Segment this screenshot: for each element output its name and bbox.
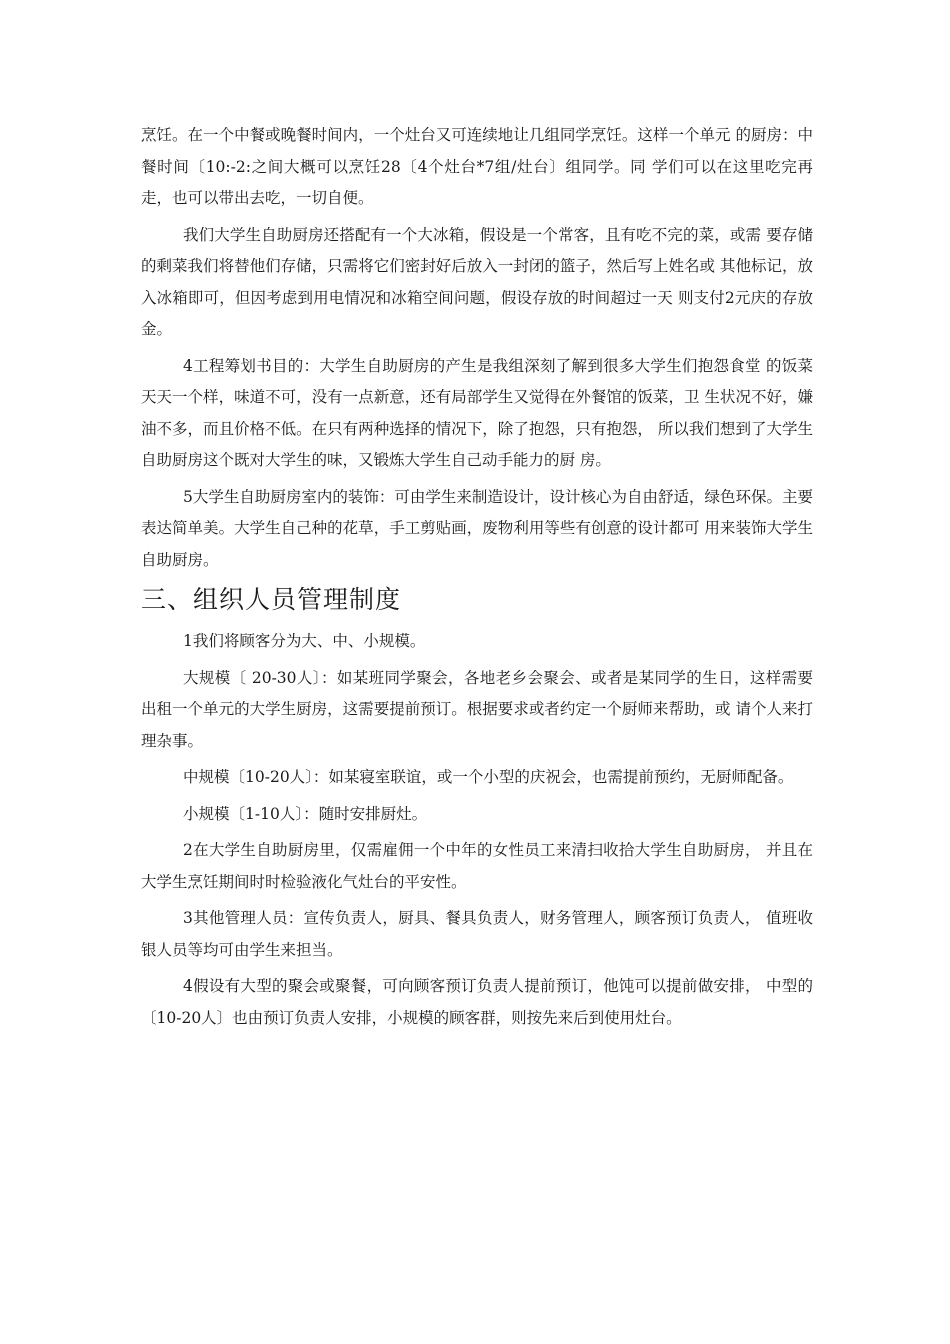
document-page	[141, 120, 813, 1039]
paragraph-fridge-storage: 我们大学生自助厨房还搭配有一个大冰箱，假设是一个常客，且有吃不完的菜，或需 要存储的剩菜我们将替他们存储，只需将它们密封好后放入一封闭的篮子，然后写上姓名或 其他标记，放入冰箱即可，但因考虑到用电情况和冰箱空间问题，假设存放的时间超过一天 则支付2元庆的存放金。	[141, 225, 813, 338]
paragraph-reservations: 4假设有大型的聚会或聚餐，可向顾客预订负责人提前预订，他饨可以提前做安排， 中型的〔10-20人〕也由预订负责人安排，小规模的顾客群，则按先来后到使用灶台。	[141, 977, 813, 1027]
paragraph-other-managers: 3其他管理人员：宣传负责人，厨具、餐具负责人，财务管理人，顾客预订负责人， 值班收银人员等均可由学生来担当。	[141, 909, 813, 959]
paragraph-medium-scale: 中规模〔10-20人〕：如某寝室联谊，或一个小型的庆祝会，也需提前预约，无厨师配备。	[183, 768, 794, 786]
section-heading: 三、组织人员管理制度	[141, 585, 402, 614]
paragraph-cleaning-staff: 2在大学生自助厨房里，仅需雇佣一个中年的女性员工来清扫收拾大学生自助厨房， 并且在大学生烹饪期间时时检验液化气灶台的平安性。	[141, 841, 813, 891]
paragraph-interior-decoration: 5大学生自助厨房室内的装饰：可由学生来制造设计，设计核心为自由舒适，绿色环保。主要表达简单美。大学生自己种的花草，手工剪贴画，废物利用等些有创意的设计都可 用来装饰大学生自助厨房。	[141, 487, 813, 569]
paragraph-large-scale: 大规模〔 20-30人〕：如某班同学聚会，各地老乡会聚会、或者是某同学的生日，这样需要出租一个单元的大学生厨房，这需要提前预订。根据要求或者约定一个厨师来帮助，或 请个人来打理杂事。	[141, 668, 813, 750]
paragraph-cooking-schedule: 烹饪。在一个中餐或晚餐时间内，一个灶台又可连续地让几组同学烹饪。这样一个单元 的厨房：中餐时间〔10:-2:之间大概可以烹饪28〔4个灶台*7组/灶台〕组同学。同 学们可以在这里吃完再走，也可以带出去吃，一切自便。	[141, 126, 813, 207]
paragraph-customer-scale: 1我们将顾客分为大、中、小规模。	[183, 632, 426, 650]
paragraph-project-purpose: 4工程筹划书目的：大学生自助厨房的产生是我组深刻了解到很多大学生们抱怨食堂 的饭菜天天一个样，味道不可，没有一点新意，还有局部学生又觉得在外餐馆的饭菜，卫 生状况不好，嫌油不多，而且价格不低。在只有两种选择的情况下，除了抱怨，只有抱怨， 所以我们想到了大学生自助厨房这个既对大学生的味，又锻炼大学生自己动手能力的厨 房。	[141, 356, 813, 469]
paragraph-small-scale: 小规模〔1-10人〕：随时安排厨灶。	[183, 804, 428, 823]
